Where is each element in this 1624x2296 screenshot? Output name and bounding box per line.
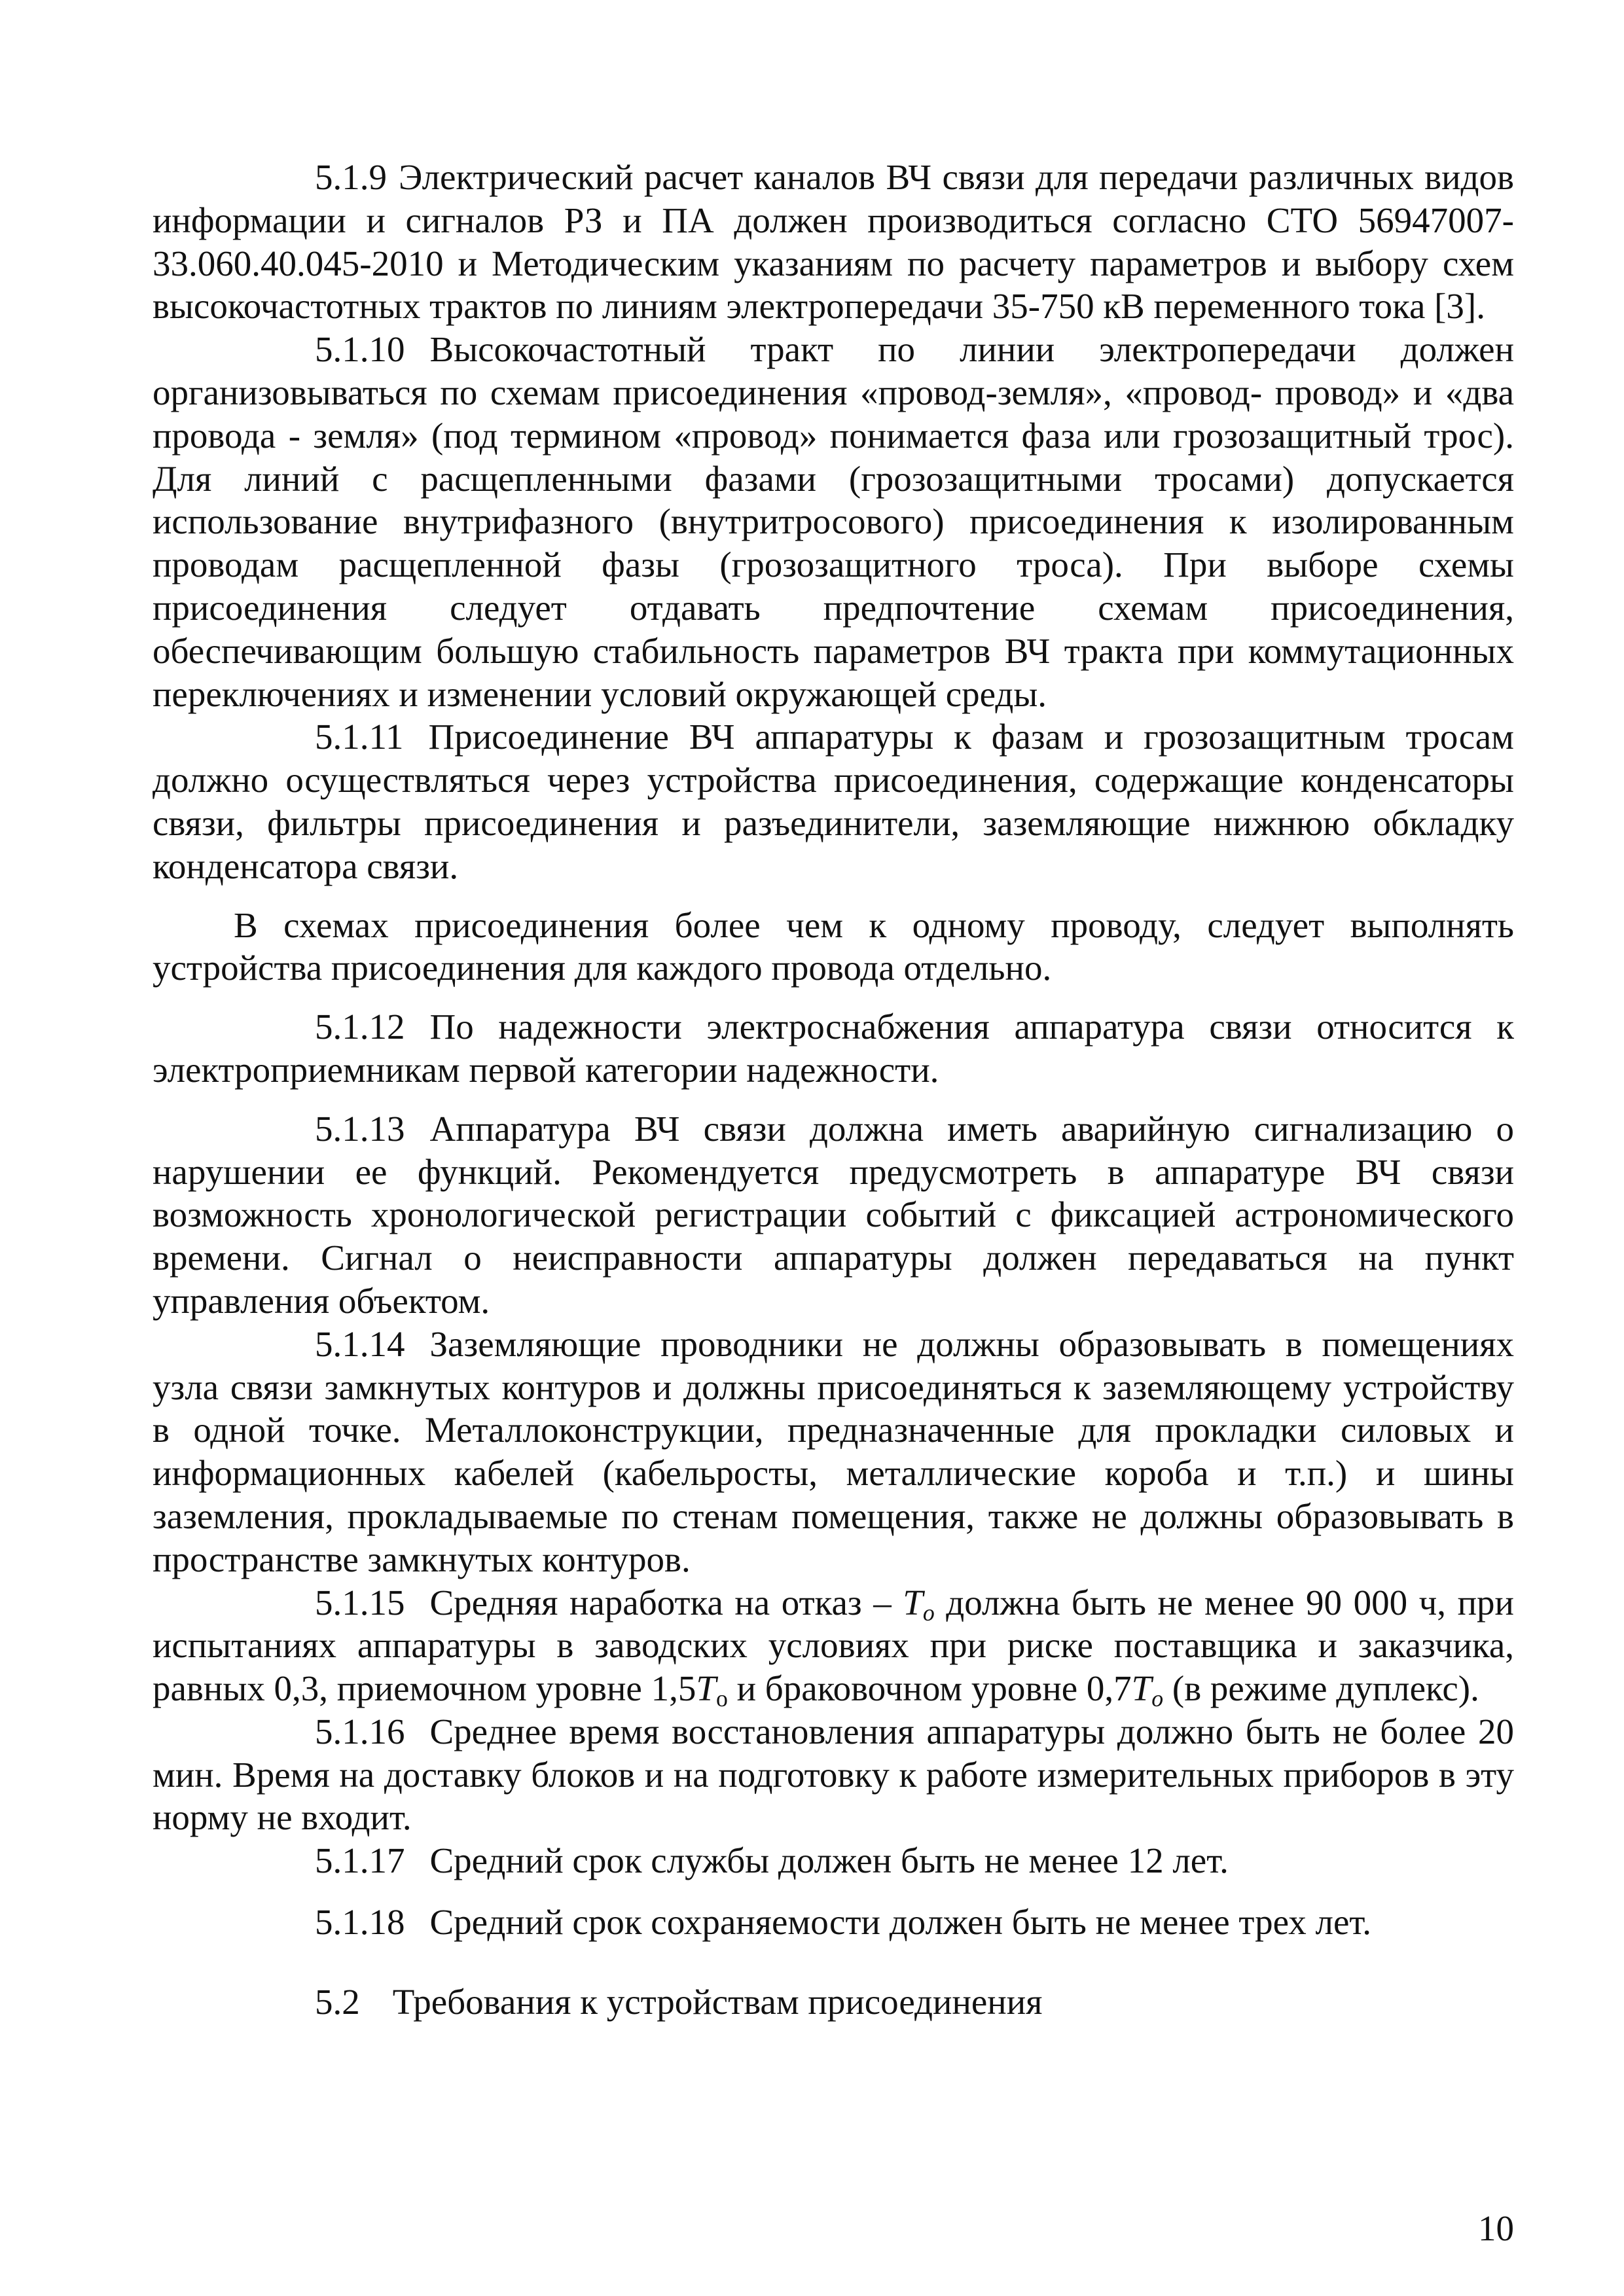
clause-text: Высокочастотный тракт по линии электропередачи должен организовываться по схемам присоединения «провод-земля», «провод- провод» и «два провода - земля» (под термином «провод» понимается фаза или грозозащитный трос). Для линий с расщепленными фазами (грозозащитными тросами) допускается использование внутрифазного (внутритросового) присоединения к изолированным проводам расщепленной фазы (грозозащитного троса). При выборе схемы присоединения следует отдавать предпочтение схемам присоединения, обеспечивающим большую стабильность параметров ВЧ тракта при коммутационных переключениях и изменении условий окружающей среды. <box>153 329 1514 714</box>
clause-number: 5.1.17 <box>315 1840 405 1881</box>
clause-text-part: (в режиме дуплекс). <box>1163 1668 1479 1709</box>
clause-text: Средний срок службы должен быть не менее 12 лет. <box>429 1840 1229 1881</box>
clause-text: Среднее время восстановления аппаратуры должно быть не более 20 мин. Время на доставку блоков и на подготовку к работе измерительных приборов в эту норму не входит. <box>153 1711 1514 1838</box>
paragraph-5-1-11 <box>153 715 1514 888</box>
paragraph-5-1-14 <box>153 1323 1514 1581</box>
clause-text: Аппаратура ВЧ связи должна иметь аварийную сигнализацию о нарушении ее функций. Рекомендуется предусмотреть в аппаратуре ВЧ связи возможность хронологической регистрации событий с фиксацией астрономического времени. Сигнал о неисправности аппаратуры должен передаваться на пункт управления объектом. <box>153 1108 1514 1321</box>
paragraph-5-1-13 <box>153 1107 1514 1323</box>
paragraph-5-1-10 <box>153 328 1514 715</box>
symbol-t: T <box>1131 1668 1152 1709</box>
clause-text: Присоединение ВЧ аппаратуры к фазам и грозозащитным тросам должно осуществляться через устройства присоединения, содержащие конденсаторы связи, фильтры присоединения и разъединители, заземляющие нижнюю обкладку конденсатора связи. <box>153 717 1514 886</box>
symbol-subscript: o <box>1151 1685 1164 1712</box>
paragraph-5-1-18 <box>153 1901 1514 1944</box>
clause-text-part: Средняя наработка на отказ – <box>429 1582 903 1623</box>
paragraph-5-1-12 <box>153 1005 1514 1092</box>
clause-number: 5.1.9 <box>315 157 387 197</box>
symbol-t: T <box>903 1582 923 1623</box>
symbol-t: T <box>696 1668 716 1709</box>
clause-text: Средний срок сохраняемости должен быть не менее трех лет. <box>429 1902 1372 1943</box>
clause-text: По надежности электроснабжения аппаратура связи относится к электроприемникам первой категории надежности. <box>153 1007 1514 1090</box>
page-body <box>153 156 1514 2024</box>
clause-text-part: должна быть не менее 90 000 ч, при испытаниях аппаратуры в заводских условиях при риске поставщика и заказчика, равных 0,3, приемочном уровне 1,5 <box>153 1582 1514 1709</box>
clause-number: 5.1.12 <box>315 1007 405 1047</box>
clause-number: 5.1.14 <box>315 1323 405 1364</box>
section-heading-5-2 <box>153 1981 1514 2024</box>
clause-text-part: и браковочном уровне 0,7 <box>727 1668 1132 1709</box>
clause-number: 5.1.15 <box>315 1582 405 1623</box>
paragraph-5-1-9 <box>153 156 1514 328</box>
clause-text: Электрический расчет каналов ВЧ связи для передачи различных видов информации и сигналов РЗ и ПА должен производиться согласно СТО 56947007-33.060.40.045-2010 и Методическим указаниям по расчету параметров и выбору схем высокочастотных трактов по линиям электропередачи 35-750 кВ переменного тока [3]. <box>153 157 1514 327</box>
section-title: Требования к устройствам присоединения <box>392 1981 1043 2022</box>
clause-number: 5.1.16 <box>315 1711 405 1751</box>
clause-text: Заземляющие проводники не должны образовывать в помещениях узла связи замкнутых контуров и должны присоединяться к заземляющему устройству в одной точке. Металлоконструкции, предназначенные для прокладки силовых и информационных кабелей (кабельросты, металлические короба и т.п.) и шины заземления, прокладываемые по стенам помещения, также не должны образовывать в пространстве замкнутых контуров. <box>153 1323 1514 1579</box>
clause-number: 5.1.18 <box>315 1902 405 1943</box>
clause-number: 5.1.10 <box>315 329 405 370</box>
paragraph-connection-note <box>153 904 1514 990</box>
clause-number: 5.1.13 <box>315 1108 405 1149</box>
paragraph-5-1-16 <box>153 1710 1514 1839</box>
symbol-subscript: o <box>922 1599 935 1626</box>
clause-text: В схемах присоединения более чем к одному проводу, следует выполнять устройства присоединения для каждого провода отдельно. <box>153 905 1514 988</box>
section-number: 5.2 <box>315 1981 360 2022</box>
paragraph-5-1-17 <box>153 1839 1514 1882</box>
page-number: 10 <box>1478 2208 1514 2248</box>
paragraph-5-1-15 <box>153 1581 1514 1710</box>
clause-number: 5.1.11 <box>315 717 404 757</box>
symbol-subscript: o <box>715 1685 728 1712</box>
